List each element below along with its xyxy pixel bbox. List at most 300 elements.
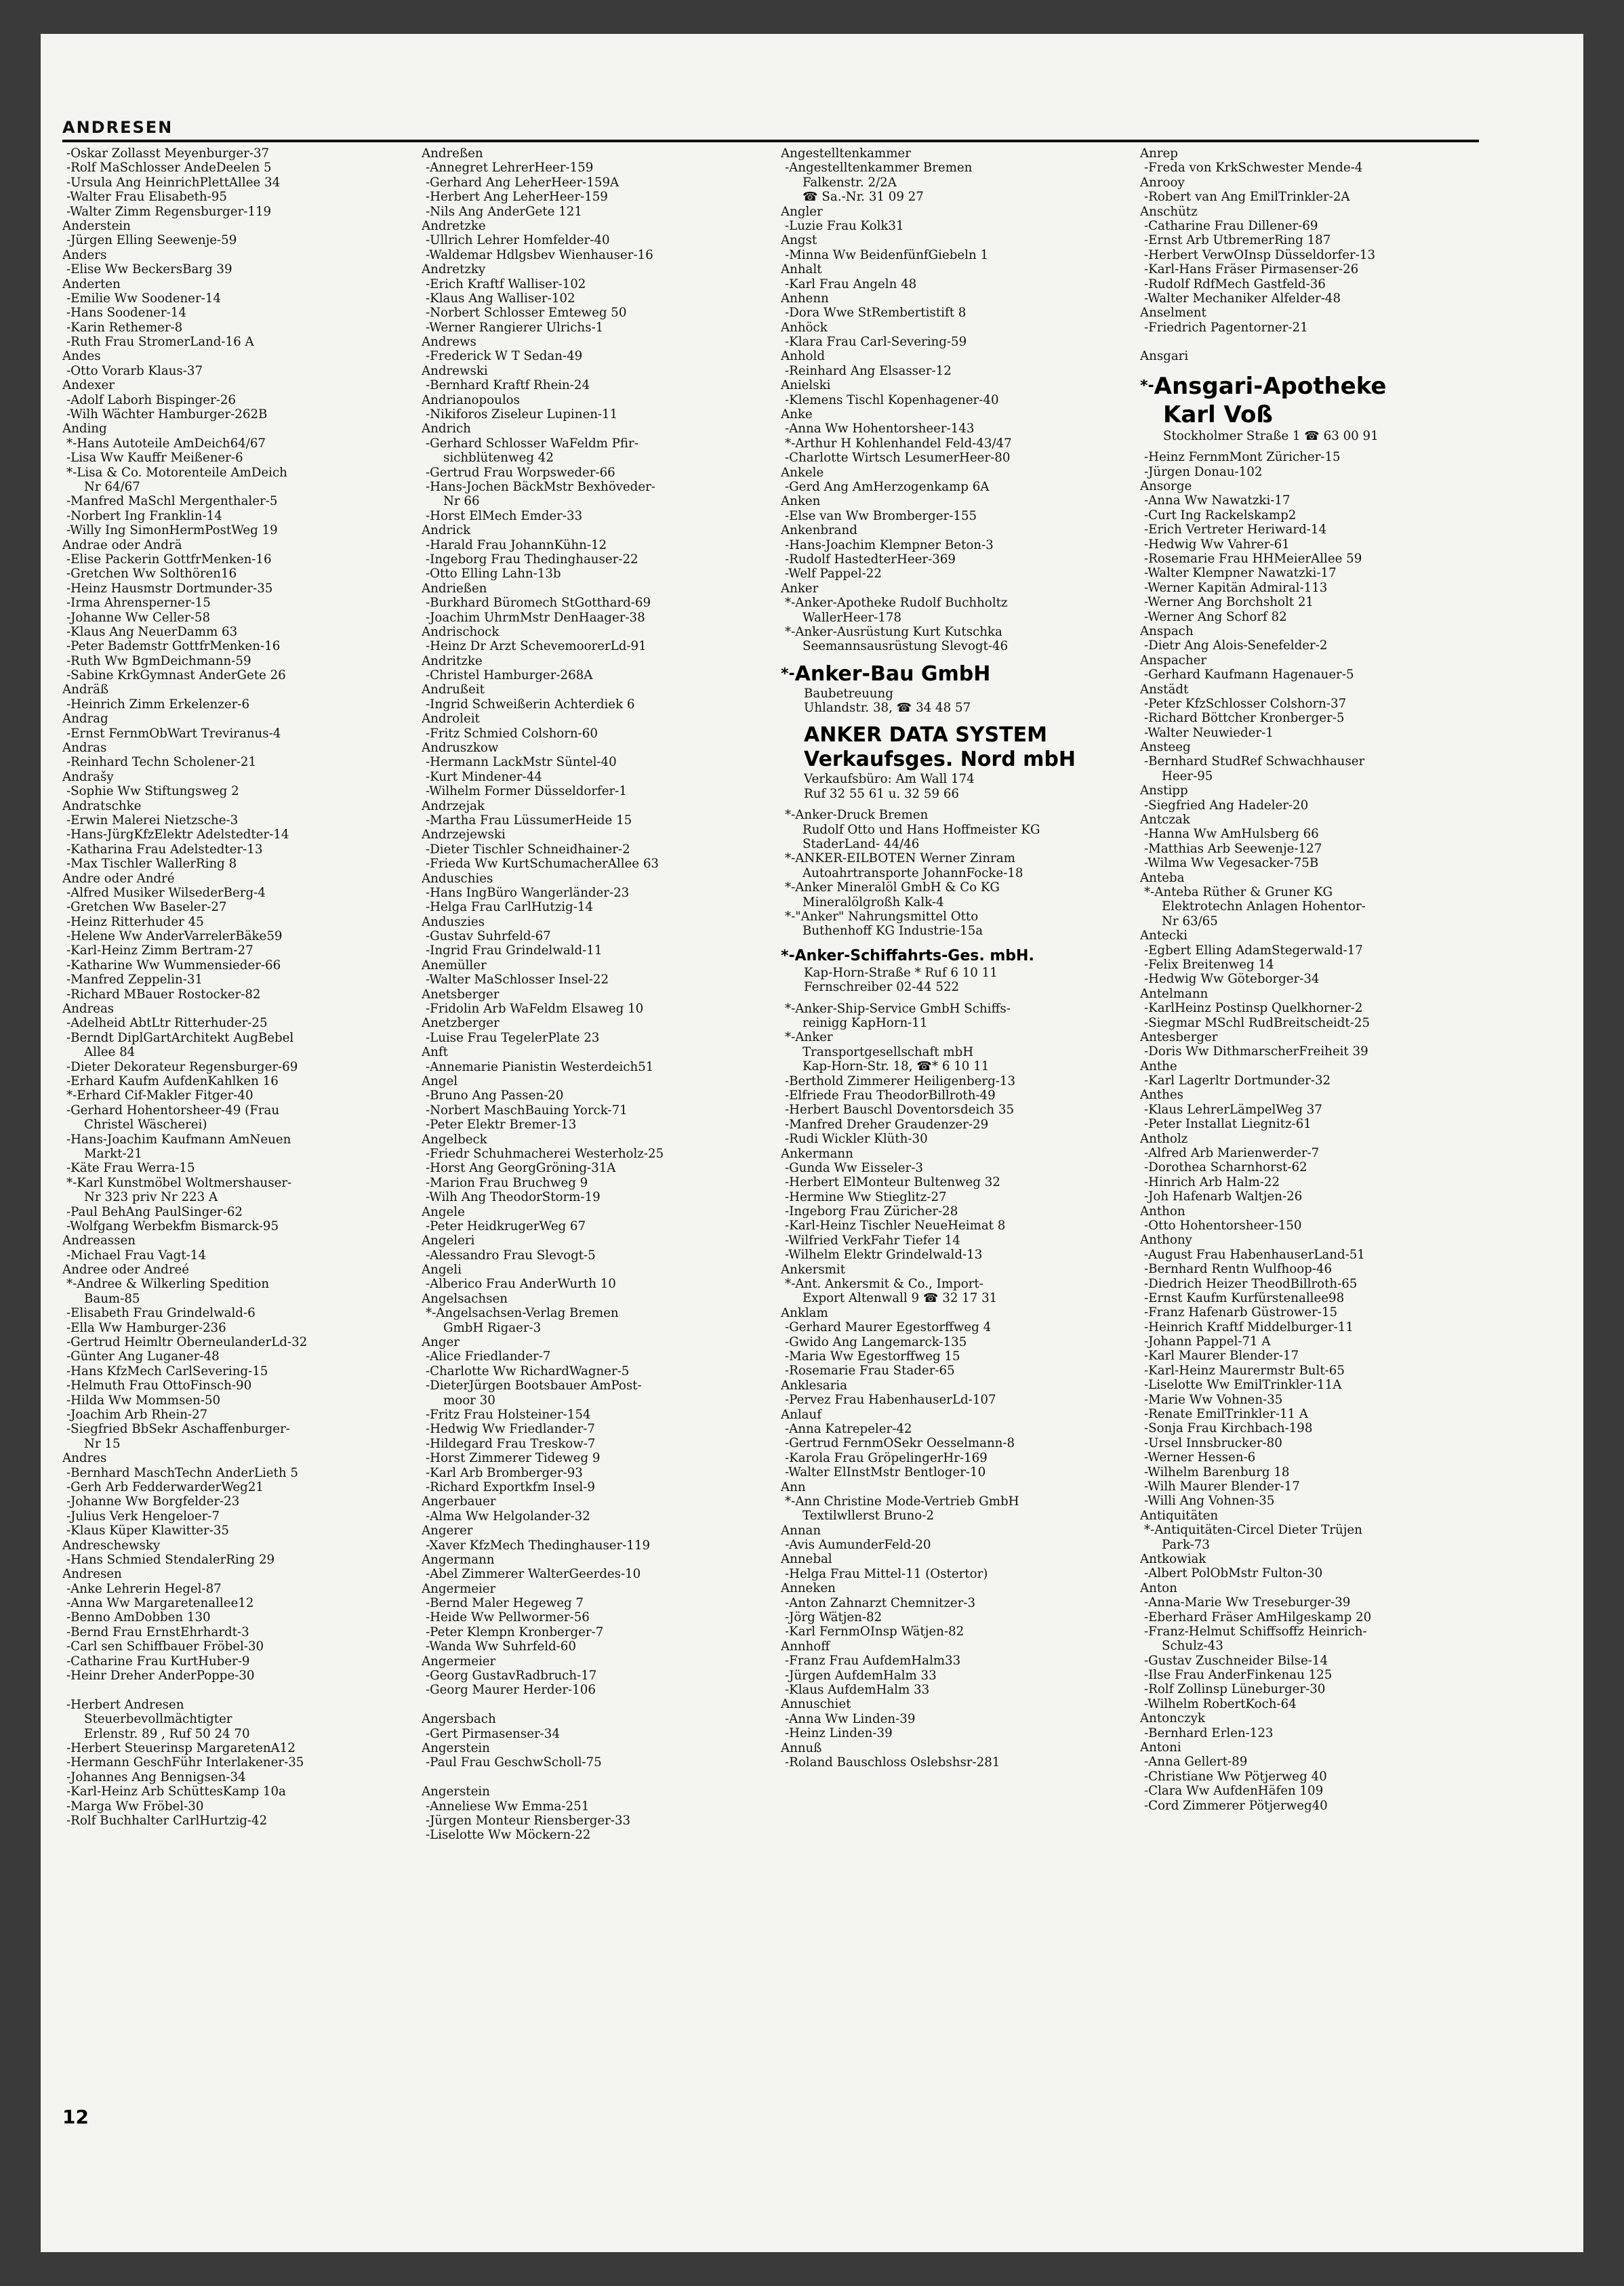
- running-head: ANDRESEN: [62, 118, 174, 137]
- surname-heading: Andrašy: [62, 769, 114, 784]
- directory-entry: -Burkhard Büromech StGotthard-69: [426, 596, 651, 611]
- directory-entry: -Jürgen Monteur Riensberger-33: [426, 1813, 631, 1828]
- directory-entry: -Heinrich Zimm Erkelenzer-6: [66, 697, 250, 712]
- directory-entry: -Franz Hafenarb Güstrower-15: [1144, 1305, 1338, 1320]
- directory-entry: -Heinz Ritterhuder 45: [66, 914, 204, 929]
- entry-continuation: StaderLand- 44/46: [803, 837, 920, 852]
- directory-entry: -Werner Ang Schorf 82: [1144, 609, 1287, 624]
- surname-heading: Andrianopoulos: [422, 392, 520, 407]
- surname-heading: Ansteeg: [1140, 740, 1191, 755]
- directory-entry: -Hedwig Ww Friedlander-7: [426, 1422, 595, 1437]
- surname-heading: Andras: [62, 741, 107, 756]
- ad-headline-text: Ansgari-Apotheke: [1154, 372, 1387, 400]
- surname-heading: Antiquitäten: [1140, 1508, 1219, 1523]
- surname-heading: Andexer: [62, 378, 115, 393]
- directory-entry: -Luise Frau TegelerPlate 23: [426, 1030, 600, 1045]
- directory-entry: *-Angelsachsen-Verlag Bremen: [426, 1306, 619, 1321]
- entry-continuation: Transportgesellschaft mbH: [803, 1044, 974, 1059]
- directory-entry: -Richard Böttcher Kronberger-5: [1144, 711, 1345, 726]
- directory-entry: -Hedwig Ww Göteborger-34: [1144, 972, 1320, 987]
- directory-entry: -Hinrich Arb Halm-22: [1144, 1175, 1280, 1189]
- directory-entry: [422, 1698, 767, 1712]
- surname-heading: Angel: [422, 1074, 458, 1088]
- surname-heading: Ann: [781, 1479, 806, 1494]
- directory-entry: -Rolf MaSchlosser AndeDeelen 5: [66, 161, 272, 176]
- directory-entry: *-Anker-Druck Bremen: [785, 808, 929, 823]
- directory-entry: -Werner Kapitän Admiral-113: [1144, 580, 1328, 595]
- directory-entry: -Peter Installat Liegnitz-61: [1144, 1117, 1312, 1132]
- directory-entry: -Franz Frau AufdemHalm33: [785, 1654, 961, 1669]
- directory-entry: *-Anker-Apotheke Rudolf Buchholtz: [785, 596, 1008, 611]
- surname-heading: Anneken: [781, 1581, 836, 1596]
- surname-heading: Anspacher: [1140, 653, 1207, 668]
- directory-entry: -Karl-Hans Fräser Pirmasenser-26: [1144, 262, 1359, 277]
- directory-entry: -Elfriede Frau TheodorBillroth-49: [785, 1088, 996, 1103]
- surname-heading: Anrooy: [1140, 175, 1185, 190]
- directory-entry: [1140, 335, 1486, 349]
- directory-entry: -Ullrich Lehrer Homfelder-40: [426, 233, 610, 248]
- display-advertisement: [781, 723, 1126, 801]
- surname-heading: Angerstein: [422, 1740, 490, 1755]
- directory-entry: -Heide Ww Pellwormer-56: [426, 1610, 590, 1625]
- directory-entry: -Karl-Heinz Zimm Bertram-27: [66, 943, 253, 958]
- directory-entry: -Siegfried Ang Hadeler-20: [1144, 798, 1309, 813]
- surname-heading: Antecki: [1140, 928, 1187, 943]
- directory-entry: -Walter Zimm Regensburger-119: [66, 204, 272, 219]
- directory-entry: -Gert Pirmasenser-34: [426, 1726, 560, 1741]
- directory-entry: -Walter Mechaniker Alfelder-48: [1144, 291, 1341, 306]
- directory-entry: -Karl Arb Bromberger-93: [426, 1465, 583, 1480]
- directory-entry: -Bruno Ang Passen-20: [426, 1088, 564, 1103]
- directory-entry: -Charlotte Wirtsch LesumerHeer-80: [785, 451, 1011, 466]
- surname-heading: Angerer: [422, 1524, 473, 1538]
- directory-entry: -Johann Pappel-71 A: [1144, 1334, 1271, 1349]
- surname-heading: Angersbach: [422, 1712, 496, 1727]
- directory-entry: -Peter HeidkrugerWeg 67: [426, 1219, 586, 1233]
- directory-entry: -Horst Ang GeorgGröning-31A: [426, 1161, 616, 1176]
- surname-heading: Anrep: [1140, 146, 1178, 161]
- directory-entry: -Ingeborg Frau Thedinghauser-22: [426, 552, 638, 567]
- directory-entry: -Hermann LackMstr Süntel-40: [426, 755, 617, 770]
- directory-entry: -Werner Ang Borchsholt 21: [1144, 595, 1314, 610]
- surname-heading: Andratschke: [62, 798, 142, 813]
- directory-entry: -Klaus Ang Walliser-102: [426, 291, 575, 306]
- directory-entry: -Willi Ang Vohnen-35: [1144, 1494, 1275, 1509]
- directory-entry: -Karl-Heinz Maurermstr Bult-65: [1144, 1363, 1345, 1378]
- directory-entry: -Dietr Ang Alois-Senefelder-2: [1144, 638, 1328, 653]
- ad-headline-text: Karl Voß: [1163, 401, 1273, 428]
- directory-entry: *-Lisa & Co. Motorenteile AmDeich: [66, 465, 287, 480]
- directory-entry: -Bernd Frau ErnstEhrhardt-3: [66, 1625, 249, 1639]
- entry-continuation: Nr 63/65: [1162, 914, 1218, 928]
- surname-heading: Andrick: [422, 523, 471, 538]
- asterisk-icon: *-: [1140, 377, 1154, 394]
- directory-entry: -Heinz Hausmstr Dortmunder-35: [66, 581, 273, 596]
- entry-continuation: Nr 66: [443, 494, 480, 509]
- directory-entry: -Ruth Ww BgmDeichmann-59: [66, 653, 251, 668]
- directory-entry: -Elise Packerin GottfrMenken-16: [66, 552, 272, 567]
- entry-continuation: WallerHeer-178: [803, 610, 901, 625]
- directory-entry: -Hans-Jochen BäckMstr Bexhöveder-: [426, 479, 655, 494]
- directory-entry: -Oskar Zollasst Meyenburger-37: [66, 146, 270, 161]
- entry-continuation: GmbH Rigaer-3: [443, 1320, 542, 1335]
- surname-heading: Andreas: [62, 1002, 115, 1017]
- surname-heading: Anielski: [781, 378, 831, 393]
- directory-entry: -Wilfried VerkFahr Tiefer 14: [785, 1233, 960, 1248]
- directory-entry: -Anton Zahnarzt Chemnitzer-3: [785, 1595, 976, 1610]
- directory-entry: -Hans Schmied StendalerRing 29: [66, 1552, 275, 1567]
- directory-entry: *-Anteba Rüther & Gruner KG: [1144, 884, 1333, 899]
- directory-entry: -Joachim Arb Rhein-27: [66, 1407, 208, 1422]
- surname-heading: Angestelltenkammer: [781, 146, 911, 161]
- directory-entry: -Adelheid AbtLtr Ritterhuder-25: [66, 1016, 268, 1031]
- directory-entry: -Peter KfzSchlosser Colshorn-37: [1144, 696, 1347, 711]
- directory-entry: -Max Tischler WallerRing 8: [66, 857, 237, 872]
- directory-entry: -Anneliese Ww Emma-251: [426, 1799, 590, 1814]
- directory-entry: -Wilh Ang TheodorStorm-19: [426, 1190, 601, 1205]
- directory-entry: *-Arthur H Kohlenhandel Feld-43/47: [785, 436, 1012, 451]
- column-3: [781, 146, 1126, 2105]
- directory-entry: -Albert PolObMstr Fulton-30: [1144, 1566, 1323, 1581]
- surname-heading: Anselment: [1140, 306, 1206, 321]
- surname-heading: Anken: [781, 494, 821, 509]
- surname-heading: Anspach: [1140, 624, 1194, 638]
- surname-heading: Anding: [62, 422, 107, 436]
- entry-continuation: Falkenstr. 2/2A: [803, 175, 897, 190]
- surname-heading: Ankersmit: [781, 1262, 846, 1277]
- surname-heading: Anklesaria: [781, 1378, 847, 1393]
- directory-entry: -Anna Katrepeler-42: [785, 1421, 912, 1436]
- directory-entry: -Friedr Schuhmacherei Westerholz-25: [426, 1146, 664, 1161]
- directory-entry: -Willy Ing SimonHermPostWeg 19: [66, 523, 278, 538]
- directory-entry: -August Frau HabenhauserLand-51: [1144, 1247, 1365, 1262]
- directory-entry: -Manfred Dreher Graudenzer-29: [785, 1117, 989, 1132]
- surname-heading: Anke: [781, 407, 813, 422]
- directory-entry: -Günter Ang Luganer-48: [66, 1349, 220, 1364]
- directory-entry: *-Ann Christine Mode-Vertrieb GmbH: [785, 1494, 1019, 1509]
- surname-heading: Anthon: [1140, 1204, 1185, 1219]
- surname-heading: Androleit: [422, 712, 480, 727]
- directory-entry: -Nikiforos Ziseleur Lupinen-11: [426, 407, 618, 422]
- directory-entry: -Ursel Innsbrucker-80: [1144, 1435, 1282, 1450]
- surname-heading: Angelsachsen: [422, 1291, 508, 1306]
- directory-entry: -Fritz Frau Holsteiner-154: [426, 1407, 591, 1422]
- directory-entry: -Horst Zimmerer Tideweg 9: [426, 1451, 601, 1466]
- surname-heading: Angermann: [422, 1552, 495, 1567]
- directory-entry: -Erich Vertreter Heriward-14: [1144, 523, 1327, 537]
- surname-heading: Ankenbrand: [781, 523, 857, 538]
- surname-heading: Andreschewsky: [62, 1538, 161, 1553]
- ad-headline: [781, 947, 1126, 966]
- directory-entry: -Klemens Tischl Kopenhagener-40: [785, 392, 999, 407]
- directory-entry: -Georg Maurer Herder-106: [426, 1683, 596, 1698]
- surname-heading: Annebal: [781, 1552, 832, 1567]
- directory-entry: -Elise Ww BeckersBarg 39: [66, 262, 232, 277]
- directory-entry: -Michael Frau Vagt-14: [66, 1248, 206, 1263]
- directory-entry: -Benno AmDobben 130: [66, 1610, 211, 1625]
- directory-entry: -Otto Vorarb Klaus-37: [66, 363, 203, 378]
- surname-heading: Andrewski: [422, 363, 488, 378]
- directory-entry: -Dora Wwe StRembertistift 8: [785, 306, 967, 321]
- surname-heading: Andresen: [62, 1567, 122, 1582]
- directory-entry: -Gwido Ang Langemarck-135: [785, 1334, 967, 1349]
- surname-heading: Angermeier: [422, 1581, 496, 1596]
- directory-entry: -Klaus Ang NeuerDamm 63: [66, 624, 238, 639]
- directory-entry: -Ernst FernmObWart Treviranus-4: [66, 726, 281, 741]
- directory-entry: -Bernhard MaschTechn AnderLieth 5: [66, 1465, 298, 1480]
- directory-entry: -Erwin Malerei Nietzsche-3: [66, 813, 239, 828]
- entry-continuation: Park-73: [1162, 1537, 1210, 1552]
- surname-heading: Andrießen: [422, 581, 487, 596]
- ad-detail-line: Verkaufsbüro: Am Wall 174: [804, 772, 975, 787]
- directory-entry: -Ilse Frau AnderFinkenau 125: [1144, 1668, 1333, 1683]
- ad-detail-line: Stockholmer Straße 1 ☎ 63 00 91: [1163, 428, 1379, 443]
- directory-entry: -Felix Breitenweg 14: [1144, 957, 1274, 972]
- asterisk-icon: *-: [781, 947, 795, 964]
- directory-entry: -Wilhelm Former Düsseldorfer-1: [426, 784, 627, 799]
- directory-entry: -Alice Friedlander-7: [426, 1349, 551, 1364]
- display-advertisement: [781, 947, 1126, 995]
- directory-entry: -Fritz Schmied Colshorn-60: [426, 726, 598, 741]
- directory-entry: -Berndt DiplGartArchitekt AugBebel: [66, 1030, 294, 1045]
- entry-continuation: Baum-85: [84, 1291, 140, 1306]
- surname-heading: Andrews: [422, 335, 476, 350]
- directory-entry: -Christiane Ww Pötjerweg 40: [1144, 1769, 1327, 1784]
- directory-entry: -Manfred Zeppelin-31: [66, 973, 203, 987]
- directory-entry: -Charlotte Ww RichardWagner-5: [426, 1364, 630, 1379]
- directory-entry: -Egbert Elling AdamStegerwald-17: [1144, 943, 1363, 958]
- directory-entry: -Abel Zimmerer WalterGeerdes-10: [426, 1567, 641, 1582]
- ad-detail-line: Ruf 32 55 61 u. 32 59 66: [804, 786, 959, 801]
- directory-entry: -Wolfgang Werbekfm Bismarck-95: [66, 1219, 279, 1233]
- directory-entry: -Anna Ww Hohentorsheer-143: [785, 422, 975, 436]
- directory-entry: -Adolf Laborh Bispinger-26: [66, 392, 236, 407]
- directory-entry: -Waldemar Hdlgsbev Wienhauser-16: [426, 247, 653, 262]
- directory-entry: -Siegfried BbSekr Aschaffenburger-: [66, 1422, 290, 1437]
- directory-entry: -Ernst Kaufm Kurfürstenallee98: [1144, 1290, 1345, 1305]
- directory-entry: -Erhard Kaufm AufdenKahlken 16: [66, 1074, 279, 1088]
- directory-entry: -Kurt Mindener-44: [426, 769, 542, 784]
- directory-entry: -Avis AumunderFeld-20: [785, 1538, 931, 1553]
- directory-entry: -Georg GustavRadbruch-17: [426, 1669, 597, 1683]
- directory-entry: -Joachim UhrmMstr DenHaager-38: [426, 610, 645, 625]
- directory-entry: -Otto Hohentorsheer-150: [1144, 1218, 1302, 1233]
- entry-continuation: moor 30: [443, 1393, 495, 1408]
- surname-heading: Andräß: [62, 682, 109, 697]
- directory-entry: -KarlHeinz Postinsp Quelkhorner-2: [1144, 1001, 1363, 1016]
- directory-entry: -Bernhard StudRef Schwachhauser: [1144, 754, 1365, 769]
- directory-entry: -Rudi Wickler Klüth-30: [785, 1132, 928, 1147]
- directory-entry: -Klaus AufdemHalm 33: [785, 1682, 930, 1697]
- directory-entry: -Hilda Ww Mommsen-50: [66, 1393, 221, 1408]
- directory-entry: -Bernhard Kraftf Rhein-24: [426, 378, 590, 393]
- directory-entry: -Gertrud FernmOSekr Oesselmann-8: [785, 1436, 1015, 1451]
- directory-entry: -Siegmar MSchl RudBreitscheidt-25: [1144, 1015, 1371, 1030]
- ad-headline: [1140, 372, 1486, 401]
- directory-entry: -Eberhard Fräser AmHilgeskamp 20: [1144, 1610, 1372, 1625]
- directory-entry: -Norbert Schlosser Emteweg 50: [426, 306, 627, 321]
- directory-entry: -Joh Hafenarb Waltjen-26: [1144, 1189, 1303, 1204]
- surname-heading: Anduszies: [422, 914, 485, 929]
- directory-entry: -Gunda Ww Eisseler-3: [785, 1160, 923, 1175]
- directory-entry: -Anna-Marie Ww Treseburger-39: [1144, 1595, 1351, 1610]
- directory-entry: -Ernst Arb UtbremerRing 187: [1144, 233, 1331, 248]
- surname-heading: Angermeier: [422, 1654, 496, 1669]
- directory-entry: -Nils Ang AnderGete 121: [426, 204, 582, 219]
- directory-entry: -Reinhard Techn Scholener-21: [66, 755, 257, 770]
- surname-heading: Anlauf: [781, 1407, 821, 1422]
- surname-heading: Andrag: [62, 712, 108, 727]
- directory-entry: -Walter Klempner Nawatzki-17: [1144, 566, 1337, 581]
- directory-entry: -Annemarie Pianistin Westerdeich51: [426, 1059, 654, 1074]
- directory-entry: *-ANKER-EILBOTEN Werner Zinram: [785, 851, 1015, 866]
- directory-entry: -Peter Klempn Kronberger-7: [426, 1625, 604, 1639]
- directory-entry: -Gustav Zuschneider Bilse-14: [1144, 1653, 1328, 1668]
- directory-entry: *-Andree & Wilkerling Spedition: [66, 1277, 270, 1292]
- directory-entry: -Helga Frau Mittel-11 (Ostertor): [785, 1566, 988, 1581]
- surname-heading: Andreassen: [62, 1233, 136, 1248]
- directory-entry: -Emilie Ww Soodener-14: [66, 291, 221, 306]
- surname-heading: Anklam: [781, 1305, 828, 1320]
- directory-entry: -Ella Ww Hamburger-236: [66, 1320, 226, 1335]
- directory-entry: -Klara Frau Carl-Severing-59: [785, 335, 967, 350]
- directory-entry: -Cord Zimmerer Pötjerweg40: [1144, 1798, 1328, 1813]
- directory-entry: -Gerhard Schlosser WaFeldm Pfir-: [426, 436, 638, 451]
- surname-heading: Angelbeck: [422, 1132, 487, 1147]
- directory-entry: -Else van Ww Bromberger-155: [785, 508, 977, 523]
- directory-entry: -Hans-Joachim Klempner Beton-3: [785, 537, 994, 552]
- directory-entry: *-Anker-Ship-Service GmbH Schiffs-: [785, 1001, 1011, 1016]
- surname-heading: Anhenn: [781, 291, 829, 306]
- directory-entry: -Walter Frau Elisabeth-95: [66, 190, 227, 205]
- directory-entry: -Sonja Frau Kirchbach-198: [1144, 1421, 1313, 1436]
- directory-entry: -Catharine Frau KurtHuber-9: [66, 1654, 250, 1669]
- column-2: [422, 146, 767, 2105]
- directory-entry: -Hedwig Ww Vahrer-61: [1144, 537, 1290, 552]
- surname-heading: Ankermann: [781, 1146, 853, 1161]
- entry-continuation: Mineralölgroßh Kalk-4: [803, 895, 944, 910]
- ad-detail-line: Kap-Horn-Straße * Ruf 6 10 11: [804, 965, 998, 980]
- directory-entry: -Anna Ww Nawatzki-17: [1144, 493, 1291, 508]
- surname-heading: Anstädt: [1140, 682, 1189, 697]
- entry-continuation: Steuerbevollmächtigter: [84, 1712, 232, 1727]
- directory-entry: *-Erhard Cif-Makler Fitger-40: [66, 1088, 253, 1103]
- directory-entry: -Hans Soodener-14: [66, 306, 186, 321]
- ad-headline: [1140, 401, 1486, 429]
- directory-entry: [62, 1683, 408, 1697]
- directory-entry: -Richard Exportkfm Insel-9: [426, 1479, 595, 1494]
- directory-entry: -Fridolin Arb WaFeldm Elsaweg 10: [426, 1002, 644, 1017]
- directory-entry: -Wilma Ww Vegesacker-75B: [1144, 856, 1319, 871]
- surname-heading: Anstipp: [1140, 783, 1188, 798]
- surname-heading: Angeli: [422, 1263, 462, 1278]
- ad-headline-text: Verkaufsges. Nord mbH: [804, 748, 1076, 772]
- directory-entry: -Hans IngBüro Wangerländer-23: [426, 885, 630, 900]
- entry-continuation: ☎ Sa.-Nr. 31 09 27: [803, 190, 924, 205]
- surname-heading: Angler: [781, 204, 823, 219]
- directory-entry: -Dieter Dekorateur Regensburger-69: [66, 1059, 298, 1074]
- directory-entry: -Matthias Arb Seewenje-127: [1144, 841, 1322, 856]
- surname-heading: Anderstein: [62, 218, 131, 233]
- directory-entry: -Johannes Ang Bennigsen-34: [66, 1770, 246, 1784]
- directory-entry: -Wilh Wächter Hamburger-262B: [66, 407, 268, 422]
- directory-entry: -Anke Lehrerin Hegel-87: [66, 1581, 222, 1596]
- surname-heading: Anthes: [1140, 1088, 1183, 1103]
- directory-entry: -Heinr Dreher AnderPoppe-30: [66, 1669, 255, 1683]
- directory-entry: -Karl-Heinz Tischler NeueHeimat 8: [785, 1219, 1006, 1233]
- directory-entry: -Karola Frau GröpelingerHr-169: [785, 1450, 988, 1465]
- surname-heading: Annhoff: [781, 1639, 830, 1654]
- surname-heading: Andrußeit: [422, 682, 485, 697]
- directory-entry: -Wilh Maurer Blender-17: [1144, 1479, 1300, 1494]
- surname-heading: Andree oder Andreé: [62, 1263, 190, 1278]
- entry-continuation: Christel Wäscherei): [84, 1118, 207, 1132]
- directory-entry: -Richard MBauer Rostocker-82: [66, 987, 261, 1002]
- surname-heading: Annuschiet: [781, 1697, 851, 1712]
- surname-heading: Andruszkow: [422, 741, 499, 756]
- directory-entry: -Anna Gellert-89: [1144, 1755, 1248, 1770]
- surname-heading: Anders: [62, 247, 107, 262]
- directory-entry: -Karl Lagerltr Dortmunder-32: [1144, 1074, 1331, 1088]
- surname-heading: Antesberger: [1140, 1029, 1218, 1044]
- directory-entry: *-Hans Autoteile AmDeich64/67: [66, 436, 266, 451]
- directory-entry: -Alessandro Frau Slevogt-5: [426, 1248, 596, 1263]
- entry-continuation: Seemannsausrüstung Slevogt-46: [803, 639, 1009, 654]
- directory-entry: -Käte Frau Werra-15: [66, 1161, 195, 1176]
- directory-columns: [62, 146, 1486, 2105]
- directory-entry: -Sabine KrkGymnast AnderGete 26: [66, 668, 286, 683]
- directory-entry: -Karl Frau Angeln 48: [785, 277, 917, 291]
- page-header: [62, 114, 1479, 142]
- entry-continuation: Export Altenwall 9 ☎ 32 17 31: [803, 1291, 998, 1306]
- ad-headline-text: Anker-Bau GmbH: [794, 661, 991, 686]
- directory-entry: -Annegret LehrerHeer-159: [426, 161, 594, 176]
- surname-heading: Andrich: [422, 422, 471, 436]
- directory-entry: -Heinrich Kraftf Middelburger-11: [1144, 1320, 1354, 1334]
- surname-heading: Anetsberger: [422, 987, 500, 1002]
- directory-entry: -Heinz Linden-39: [785, 1726, 893, 1741]
- directory-entry: -Hildegard Frau Treskow-7: [426, 1436, 596, 1451]
- directory-entry: -Diedrich Heizer TheodBillroth-65: [1144, 1276, 1358, 1291]
- ad-detail-line: Fernschreiber 02-44 522: [804, 980, 960, 995]
- directory-entry: -Christel Hamburger-268A: [426, 668, 593, 683]
- surname-heading: Anhöck: [781, 320, 828, 335]
- directory-entry: -Wilhelm RobertKoch-64: [1144, 1696, 1297, 1711]
- directory-entry: -Doris Ww DithmarscherFreiheit 39: [1144, 1044, 1368, 1059]
- surname-heading: Angerbauer: [422, 1494, 496, 1509]
- directory-entry: -Helmuth Frau OttoFinsch-90: [66, 1379, 252, 1393]
- directory-entry: -Hermann GeschFühr Interlakener-35: [66, 1755, 304, 1770]
- surname-heading: Antoni: [1140, 1740, 1181, 1755]
- directory-entry: -Walter ElInstMstr Bentloger-10: [785, 1465, 986, 1480]
- directory-entry: -Ruth Frau StromerLand-16 A: [66, 335, 254, 350]
- directory-entry: *-Karl Kunstmöbel Woltmershauser-: [66, 1175, 292, 1190]
- directory-entry: -Gerhard Ang LeherHeer-159A: [426, 175, 620, 190]
- directory-entry: -Herbert VerwOInsp Düsseldorfer-13: [1144, 247, 1376, 262]
- surname-heading: Andrzejewski: [422, 828, 506, 842]
- entry-continuation: Autoahrtransporte JohannFocke-18: [803, 865, 1023, 880]
- surname-heading: Anduschies: [422, 871, 493, 886]
- surname-heading: Andreßen: [422, 146, 483, 161]
- ad-headline-text: ANKER DATA SYSTEM: [804, 723, 1047, 748]
- directory-entry: -Gretchen Ww Baseler-27: [66, 900, 227, 915]
- directory-entry: -Paul BehAng PaulSinger-62: [66, 1204, 243, 1219]
- ad-headline: [781, 662, 1126, 687]
- directory-entry: -Wanda Ww Suhrfeld-60: [426, 1639, 576, 1654]
- entry-continuation: Allee 84: [84, 1045, 136, 1060]
- directory-entry: -Carl sen Schiffbauer Fröbel-30: [66, 1639, 264, 1654]
- directory-entry: -Anna Ww Linden-39: [785, 1711, 916, 1726]
